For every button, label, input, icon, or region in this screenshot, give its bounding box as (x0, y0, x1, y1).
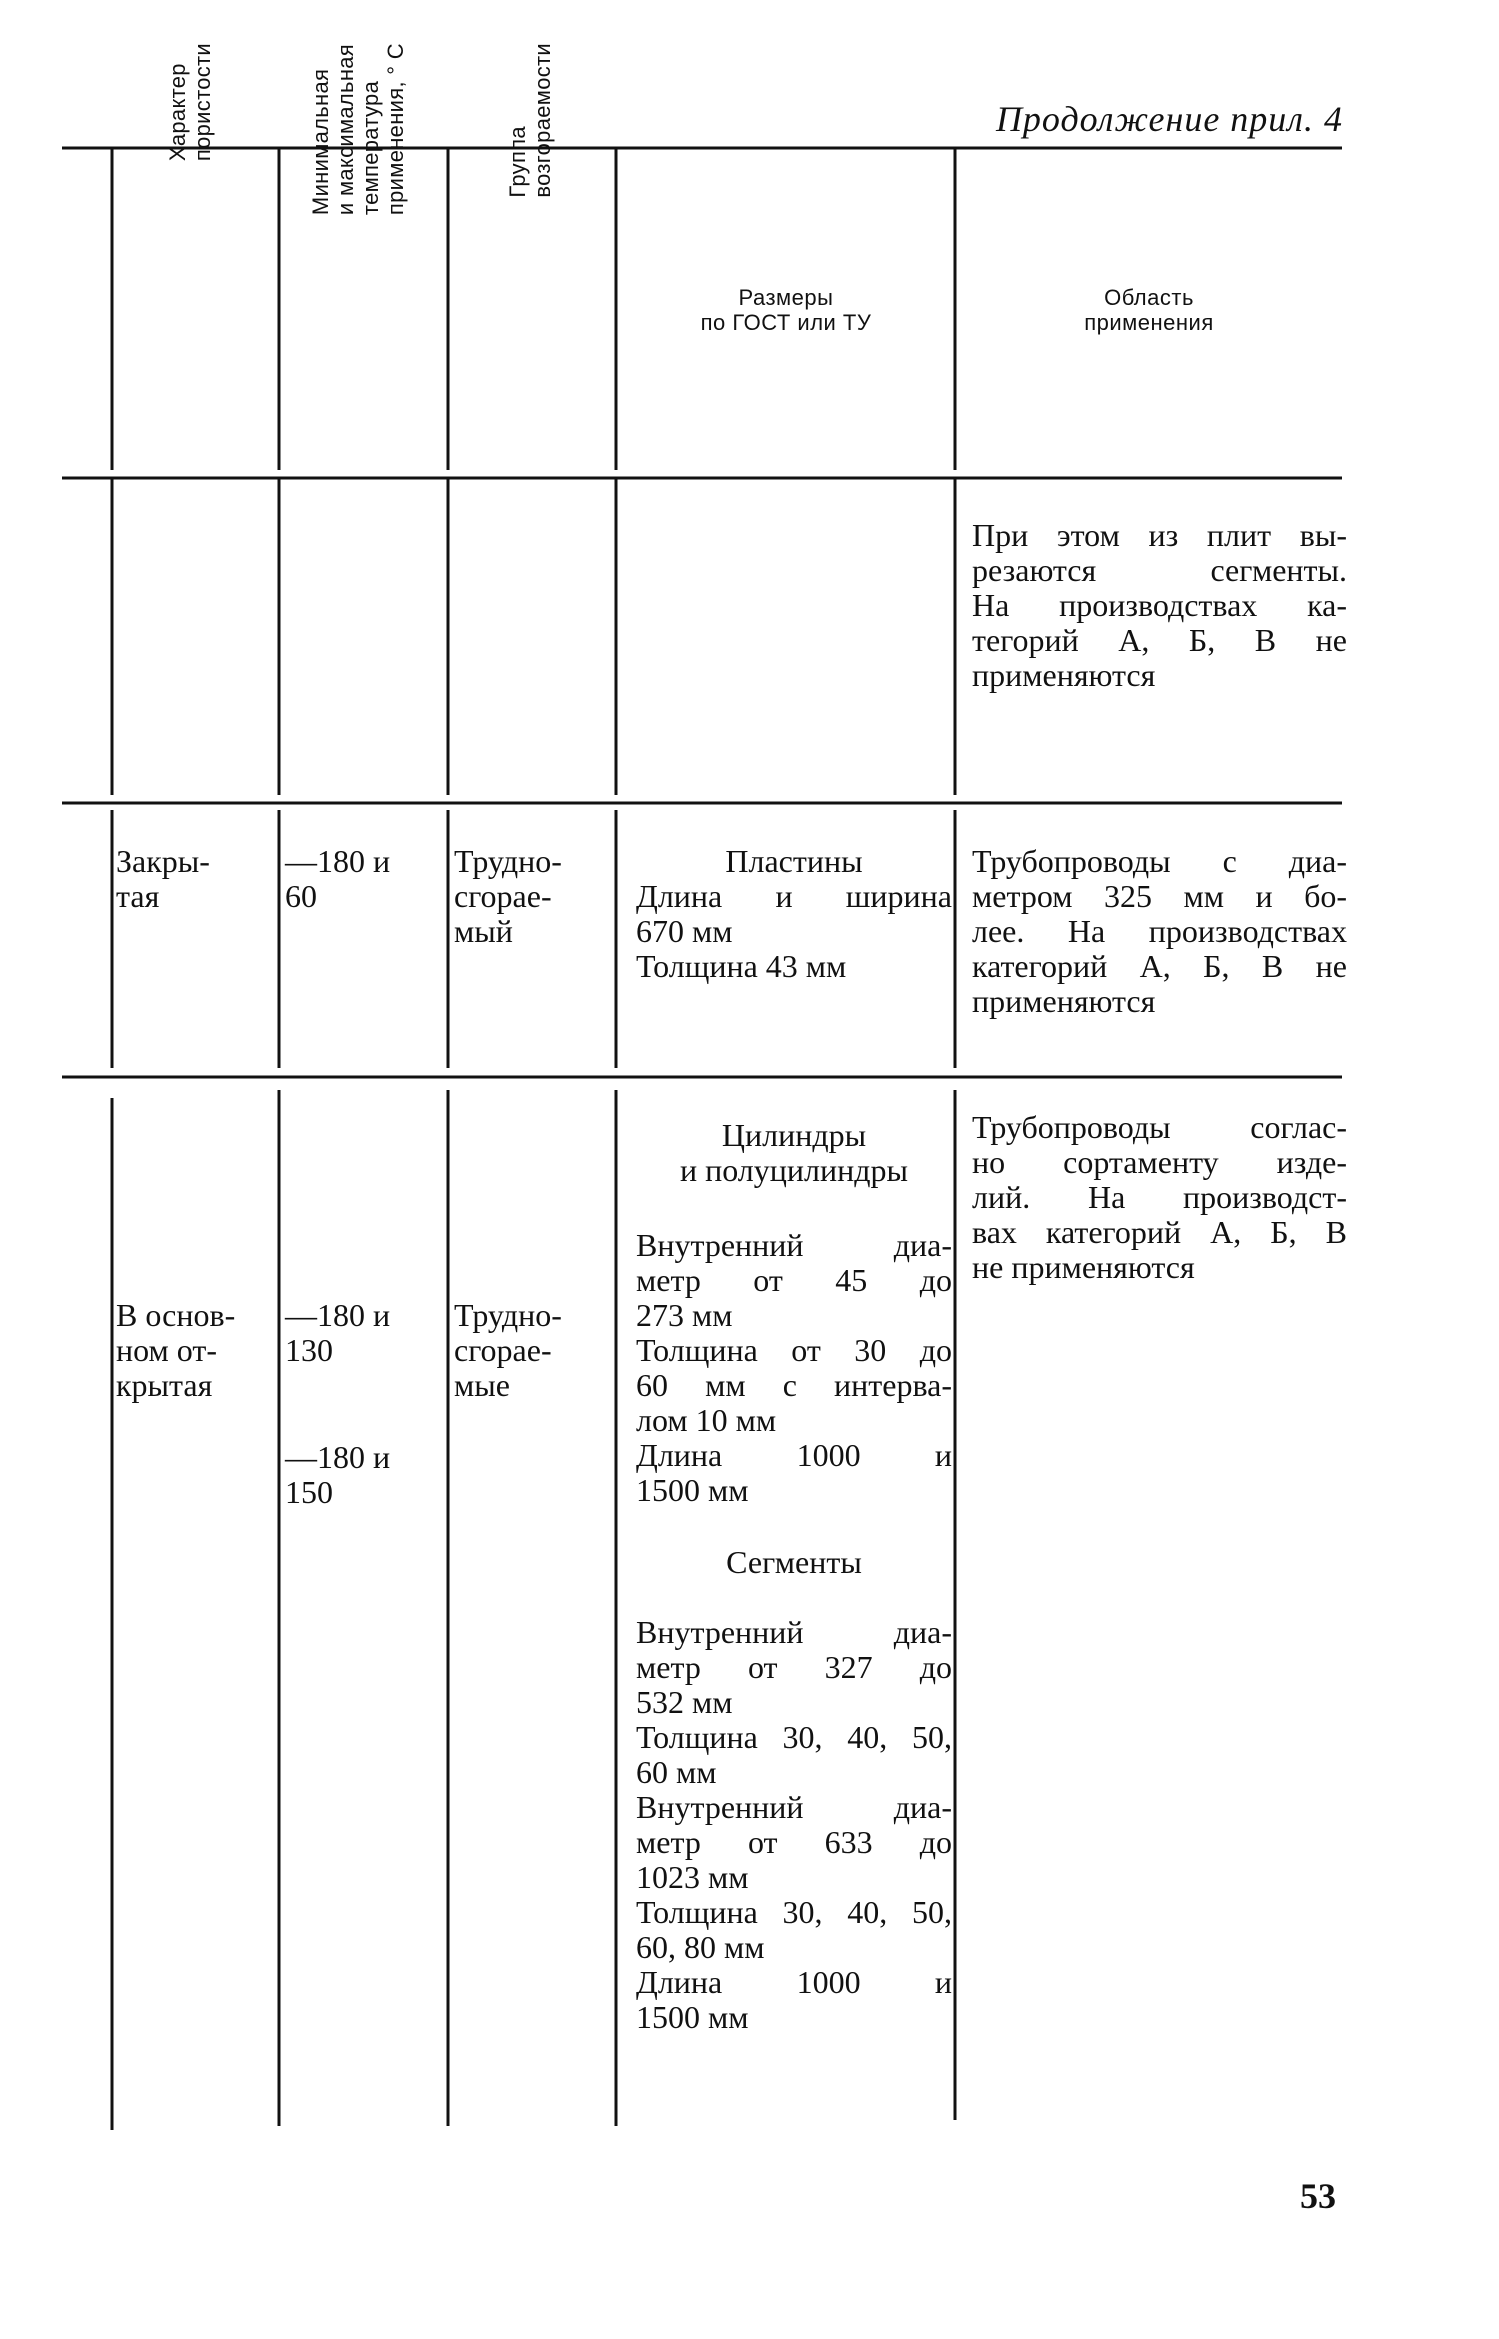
row2-application: Трубопроводы с диа- метром 325 мм и бо- лее. На производствах категорий А, Б, В не применяются (972, 843, 1347, 1019)
header-application: Область применения (1084, 285, 1214, 335)
row3-cylinders: Внутренний диа- метр от 45 до 273 мм Толщина от 30 до 60 мм с интерва- лом 10 мм Длина 1000 и 1500 мм (636, 1227, 952, 1508)
continuation-label: Продолжение прил. 4 (995, 99, 1343, 139)
row3-application: Трубопроводы соглас- но сортаменту изде- лий. На производст- вах категорий А, Б, В не применяются (972, 1109, 1347, 1285)
row3-segments: Внутренний диа- метр от 327 до 532 мм Толщина 30, 40, 50, 60 мм Внутренний диа- метр от 633 до 1023 мм Толщина 30, 40, 50, 60, 80 мм Длина 1000 и 1500 мм (636, 1614, 952, 2035)
row3-cylinders-title: Цилиндры и полуцилиндры (679, 1117, 909, 1188)
header-porosity: Характер пористости (165, 43, 215, 162)
row3-porosity: В основ- ном от- крытая (116, 1297, 236, 1403)
row2-flammability: Трудно- сгорае- мый (454, 843, 562, 949)
row2-temperature: —180 и 60 (285, 843, 391, 914)
header-temperature: Минимальная и максимальная температура применения, ° С (308, 43, 408, 216)
header-dimensions: Размеры по ГОСТ или ТУ (700, 285, 872, 335)
row3-segments-title: Сегменты (726, 1544, 862, 1580)
header-flammability: Группа возгораемости (505, 43, 555, 198)
row3-temperature-b: —180 и 150 (285, 1439, 391, 1510)
page-number: 53 (1300, 2176, 1336, 2216)
row1-application: При этом из плит вы- резаются сегменты. На производствах ка- тегорий А, Б, В не применяются (972, 517, 1347, 693)
row3-temperature-a: —180 и 130 (285, 1297, 391, 1368)
row2-porosity: Закры- тая (116, 843, 210, 914)
row2-dimensions: Пластины Длина и ширина 670 мм Толщина 43 мм (636, 843, 952, 984)
row3-flammability: Трудно- сгорае- мые (454, 1297, 562, 1403)
